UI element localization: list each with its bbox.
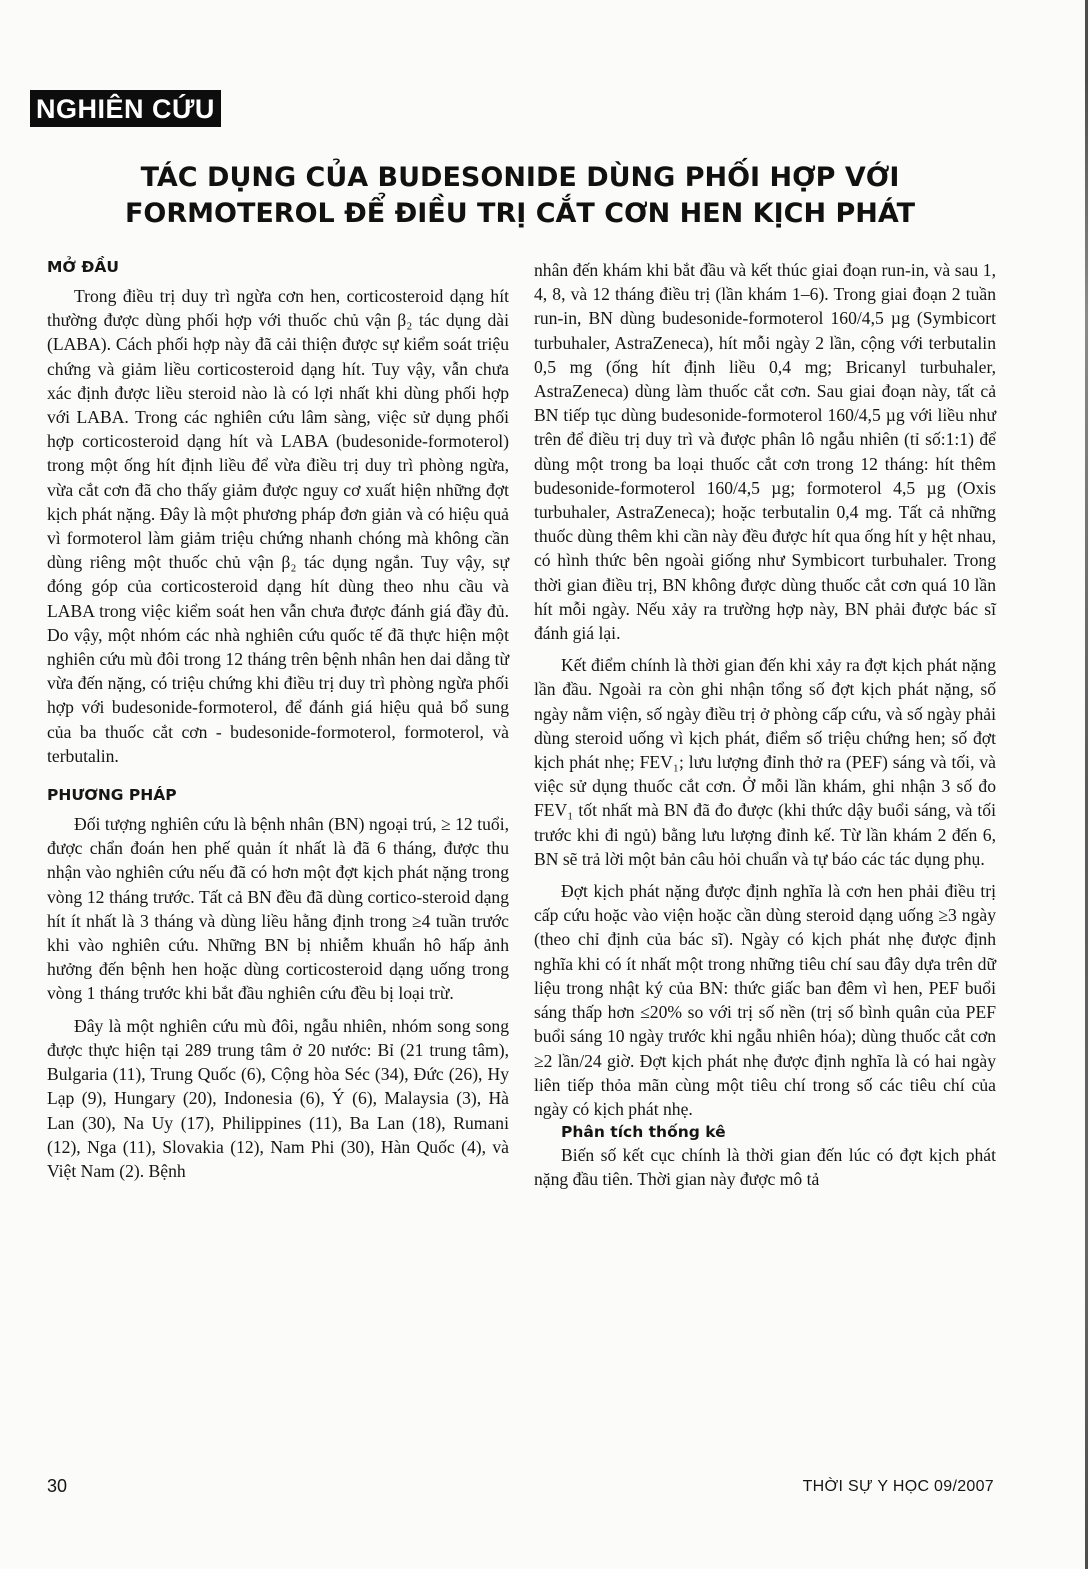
scan-edge-shadow bbox=[1085, 0, 1088, 1569]
left-column bbox=[47, 256, 509, 1183]
section-tag: NGHIÊN CỨU bbox=[30, 90, 221, 127]
stats-heading: Phân tích thống kê bbox=[561, 1123, 726, 1142]
intro-paragraph: Trong điều trị duy trì ngừa cơn hen, corticosteroid dạng hít thường được dùng phối hợp với thuốc chủ vận β₂ tác dụng dài (LABA). Cách phối hợp này đã cải thiện được sự kiểm soát triệu chứng và giảm liều corticosteroid dạng hít. Tuy vậy, vẫn chưa xác định được liều steroid nào là có lợi nhất khi dùng phối hợp với LABA. Trong các nghiên cứu lâm sàng, việc sử dụng phối hợp corticosteroid dạng hít và LABA (budesonide-formoterol) trong một ống hít định liều để vừa điều trị duy trì phòng ngừa, vừa cắt cơn đã cho thấy giảm được nguy cơ xuất hiện những đợt kịch phát nặng. Đây là một phương pháp đơn giản và có hiệu quả vì formoterol làm giảm triệu chứng nhanh chóng mà không cần dùng riêng một thuốc chủ vận β₂ tác dụng ngắn. Tuy vậy, sự đóng góp của corticosteroid dạng hít dùng theo nhu cầu và LABA trong việc kiểm soát hen vẫn chưa được đánh giá đầy đủ. Do vậy, một nhóm các nhà nghiên cứu quốc tế đã thực hiện một nghiên cứu mù đôi trong 12 tháng trên bệnh nhân hen dai dẳng từ vừa đến nặng, có triệu chứng khi điều trị duy trì phòng ngừa phối hợp với budesonide-formoterol, để đánh giá hiệu quả bổ sung của ba thuốc cắt cơn - budesonide-formoterol, formoterol, và terbutalin. bbox=[47, 286, 509, 766]
right-paragraph-1: nhân đến khám khi bắt đầu và kết thúc giai đoạn run-in, và sau 1, 4, 8, và 12 tháng điều trị (lần khám 1–6). Trong giai đoạn 2 tuần run-in, BN dùng budesonide-formoterol 160/4,5 µg (Symbicort turbuhaler, AstraZeneca), hít mỗi ngày 2 lần, cộng với terbutalin 0,5 mg (ống hít định liều 0,4 mg; Bricanyl turbuhaler, AstraZeneca) dùng làm thuốc cắt cơn. Sau giai đoạn này, tất cả BN tiếp tục dùng budesonide-formoterol 160/4,5 µg với liều như trên để điều trị duy trì và được phân lô ngẫu nhiên (tỉ số:1:1) để dùng một trong ba loại thuốc cắt cơn trong 12 tháng: hít thêm budesonide-formoterol 160/4,5 µg; formoterol 4,5 µg (Oxis turbuhaler, AstraZeneca); hoặc terbutalin 0,4 mg. Tất cả những thuốc dùng thêm khi cần này đều được hít qua ống hít y hệt nhau, có hình thức bên ngoài giống như Symbicort turbuhaler. Trong thời gian điều trị, BN không được dùng thuốc cắt cơn quá 10 lần hít mỗi ngày. Nếu xảy ra trường hợp này, BN phải được bác sĩ đánh giá lại. bbox=[534, 260, 997, 644]
intro-heading: MỞ ĐẦU bbox=[47, 258, 119, 276]
methods-paragraph-1: Đối tượng nghiên cứu là bệnh nhân (BN) ngoại trú, ≥ 12 tuổi, được chẩn đoán hen phế quản ít nhất là đã 6 tháng, được thu nhận vào nghiên cứu nếu đã có hơn một đợt kịch phát nặng trong vòng 12 tháng trước. Tất cả BN đều đã dùng cortico-steroid dạng hít ít nhất là 3 tháng và dùng liều hằng định trong ≥4 tuần trước khi vào nghiên cứu. Những BN bị nhiễm khuẩn hô hấp ảnh hưởng đến bệnh hen hoặc dùng corticosteroid dạng uống trong vòng 1 tháng trước khi bắt đầu nghiên cứu đều bị loại trừ. bbox=[47, 814, 509, 1004]
right-paragraph-2: Kết điểm chính là thời gian đến khi xảy ra đợt kịch phát nặng lần đầu. Ngoài ra còn ghi nhận tổng số đợt kịch phát nặng, số ngày nằm viện, số ngày điều trị ở phòng cấp cứu, và số ngày phải dùng steroid uống vì kịch phát, điểm số triệu chứng hen; số đợt kịch phát nhẹ; FEV₁; lưu lượng đỉnh thở ra (PEF) sáng và tối, và việc sử dụng thuốc cắt cơn. Ở mỗi lần khám, ghi nhận 3 số đo FEV₁ tốt nhất mà BN đã đo được (khi thức dậy buổi sáng, và tối trước khi đi ngủ) bằng lưu lượng đỉnh kế. Từ lần khám 2 đến 6, BN sẽ trả lời một bản câu hỏi chuẩn và tự báo các tác dụng phụ. bbox=[534, 655, 996, 869]
journal-name: THỜI SỰ Y HỌC 09/2007 bbox=[802, 1478, 994, 1495]
title-line-2: FORMOTEROL ĐỂ ĐIỀU TRỊ CẮT CƠN HEN KỊCH PHÁT bbox=[124, 198, 916, 229]
stats-paragraph: Biến số kết cục chính là thời gian đến lúc có đợt kịch phát nặng đầu tiên. Thời gian này được mô tả bbox=[534, 1145, 996, 1190]
title-line-1: TÁC DỤNG CỦA BUDESONIDE DÙNG PHỐI HỢP VỚI bbox=[140, 162, 900, 193]
methods-paragraph-2: Đây là một nghiên cứu mù đôi, ngẫu nhiên, nhóm song song được thực hiện tại 289 trung tâm ở 20 nước: Bỉ (21 trung tâm), Bulgaria (11), Trung Quốc (6), Cộng hòa Séc (34), Đức (26), Hy Lạp (9), Hungary (20), Indonesia (6), Ý (6), Malaysia (3), Hà Lan (30), Na Uy (17), Philippines (11), Ba Lan (18), Rumani (12), Nga (11), Slovakia (12), Nam Phi (30), Hàn Quốc (4), và Việt Nam (2). Bệnh bbox=[47, 1015, 509, 1181]
page-number: 30 bbox=[47, 1476, 68, 1496]
article-title bbox=[60, 160, 980, 232]
methods-heading: PHƯƠNG PHÁP bbox=[47, 786, 177, 805]
right-column bbox=[534, 258, 996, 1192]
right-paragraph-3: Đợt kịch phát nặng được định nghĩa là cơn hen phải điều trị cấp cứu hoặc vào viện hoặc cần dùng steroid dạng uống ≥3 ngày (theo chỉ định của bác sĩ). Ngày có kịch phát nhẹ được định nghĩa khi có ít nhất một trong những tiêu chí sau đây dựa trên dữ liệu trong nhật ký của BN: thức giấc ban đêm vì hen, PEF buổi sáng thấp hơn ≤20% so với trị số nền (trị số bình quân của PEF buổi sáng 10 ngày trước khi ngẫu nhiên hóa); dùng thuốc cắt cơn ≥2 lần/24 giờ. Đợt kịch phát nhẹ được định nghĩa là có hai ngày liên tiếp thỏa mãn cùng một tiêu chí trong số các tiêu chí của ngày có kịch phát nhẹ. bbox=[534, 881, 996, 1119]
